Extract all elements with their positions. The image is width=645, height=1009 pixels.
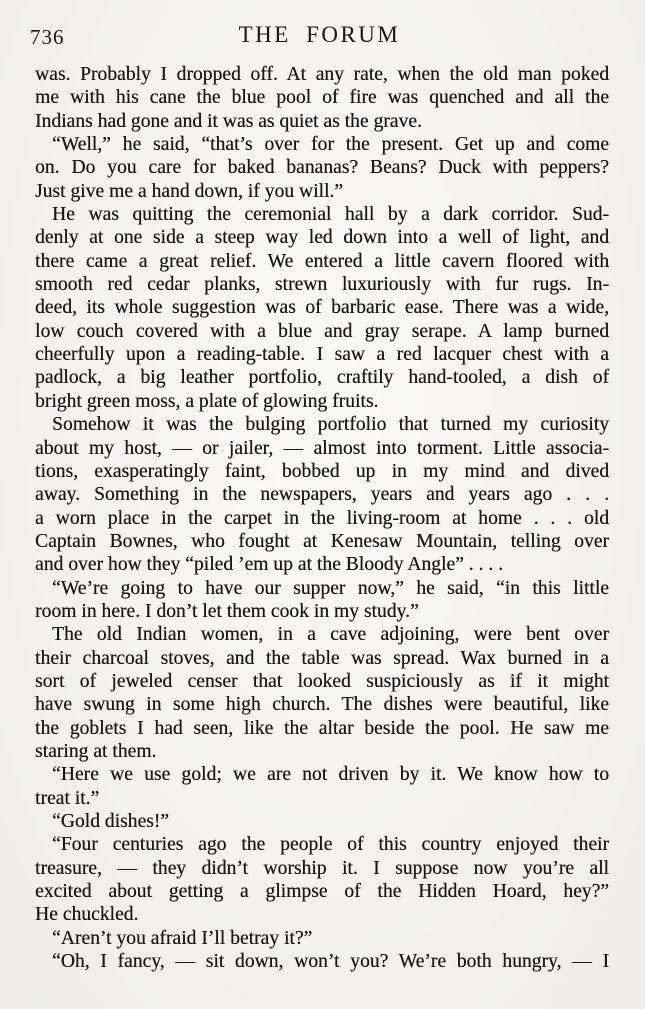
text-line: “Here we use gold; we are not driven by it. We know how to <box>52 764 609 786</box>
paragraph <box>35 577 609 624</box>
text-line: padlock, a big leather portfolio, craftily hand-tooled, a dish of <box>35 367 609 389</box>
page-body <box>35 63 609 973</box>
paragraph <box>35 63 609 133</box>
text-line: have swung in some high church. The dishes were beautiful, like <box>35 694 609 716</box>
text-line: The old Indian women, in a cave adjoining, were bent over <box>52 624 609 646</box>
text-line: Captain Bownes, who fought at Kenesaw Mountain, telling over <box>35 530 609 552</box>
text-line: “Aren’t you afraid I’ll betray it?” <box>52 927 313 949</box>
paragraph <box>35 203 609 413</box>
text-line: there came a great relief. We entered a little cavern floored with <box>35 250 609 272</box>
text-line: cheerfully upon a reading-table. I saw a red lacquer chest with a <box>35 344 609 366</box>
text-line: and over how they “piled ’em up at the Bloody Angle” . . . . <box>35 554 503 576</box>
paragraph <box>35 833 609 926</box>
paragraph <box>35 413 609 576</box>
text-line: He was quitting the ceremonial hall by a dark corridor. Sud- <box>52 204 609 226</box>
text-line: bright green moss, a plate of glowing fruits. <box>35 390 379 412</box>
paragraph <box>35 763 609 810</box>
text-line: me with his cane the blue pool of fire was quenched and all the <box>35 87 609 109</box>
text-line: “Gold dishes!” <box>52 811 169 832</box>
text-line: “Well,” he said, “that’s over for the present. Get up and come <box>52 134 609 156</box>
text-line: denly at one side a steep way led down into a well of light, and <box>35 227 609 249</box>
text-line: Just give me a hand down, if you will.” <box>35 180 344 202</box>
text-line: “Four centuries ago the people of this country enjoyed their <box>52 834 609 856</box>
paragraph <box>35 950 609 973</box>
text-line: Indians had gone and it was as quiet as the grave. <box>35 110 422 132</box>
text-line: treat it.” <box>35 787 100 809</box>
text-line: sort of jeweled censer that looked suspiciously as if it might <box>35 670 609 692</box>
text-line: away. Something in the newspapers, years and years ago . . . <box>35 484 609 506</box>
text-line: “Oh, I fancy, — sit down, won’t you? We’re both hungry, — I <box>52 951 609 973</box>
text-line: staring at them. <box>35 740 157 762</box>
text-line: treasure, — they didn’t worship it. I suppose now you’re all <box>35 857 609 879</box>
text-line: “We’re going to have our supper now,” he said, “in this little <box>52 577 609 599</box>
text-line: deed, its whole suggestion was of barbaric ease. There was a wide, <box>35 297 609 319</box>
text-line: on. Do you care for baked bananas? Beans? Duck with peppers? <box>35 157 609 179</box>
paragraph <box>35 810 609 833</box>
paragraph <box>35 133 609 203</box>
text-line: excited about getting a glimpse of the Hidden Hoard, hey?” <box>35 881 609 903</box>
text-line: about my host, — or jailer, — almost into torment. Little associa- <box>35 437 609 459</box>
text-line: room in here. I don’t let them cook in my study.” <box>35 600 419 622</box>
paragraph <box>35 623 609 763</box>
paragraph <box>35 927 609 950</box>
text-line: a worn place in the carpet in the living-room at home . . . old <box>35 507 609 529</box>
text-line: tions, exasperatingly faint, bobbed up in my mind and dived <box>35 460 609 482</box>
text-line: He chuckled. <box>35 904 139 926</box>
text-line: smooth red cedar planks, strewn luxuriously with fur rugs. In- <box>35 274 609 296</box>
page-number: 736 <box>30 25 65 49</box>
running-head <box>30 20 609 52</box>
text-line: Somehow it was the bulging portfolio that turned my curiosity <box>52 414 609 436</box>
text-line: low couch covered with a blue and gray serape. A lamp burned <box>35 320 609 342</box>
text-line: their charcoal stoves, and the table was spread. Wax burned in a <box>35 647 609 669</box>
text-line: was. Probably I dropped off. At any rate, when the old man poked <box>35 64 609 85</box>
page-title: THE FORUM <box>238 22 401 47</box>
text-line: the goblets I had seen, like the altar beside the pool. He saw me <box>35 717 609 739</box>
